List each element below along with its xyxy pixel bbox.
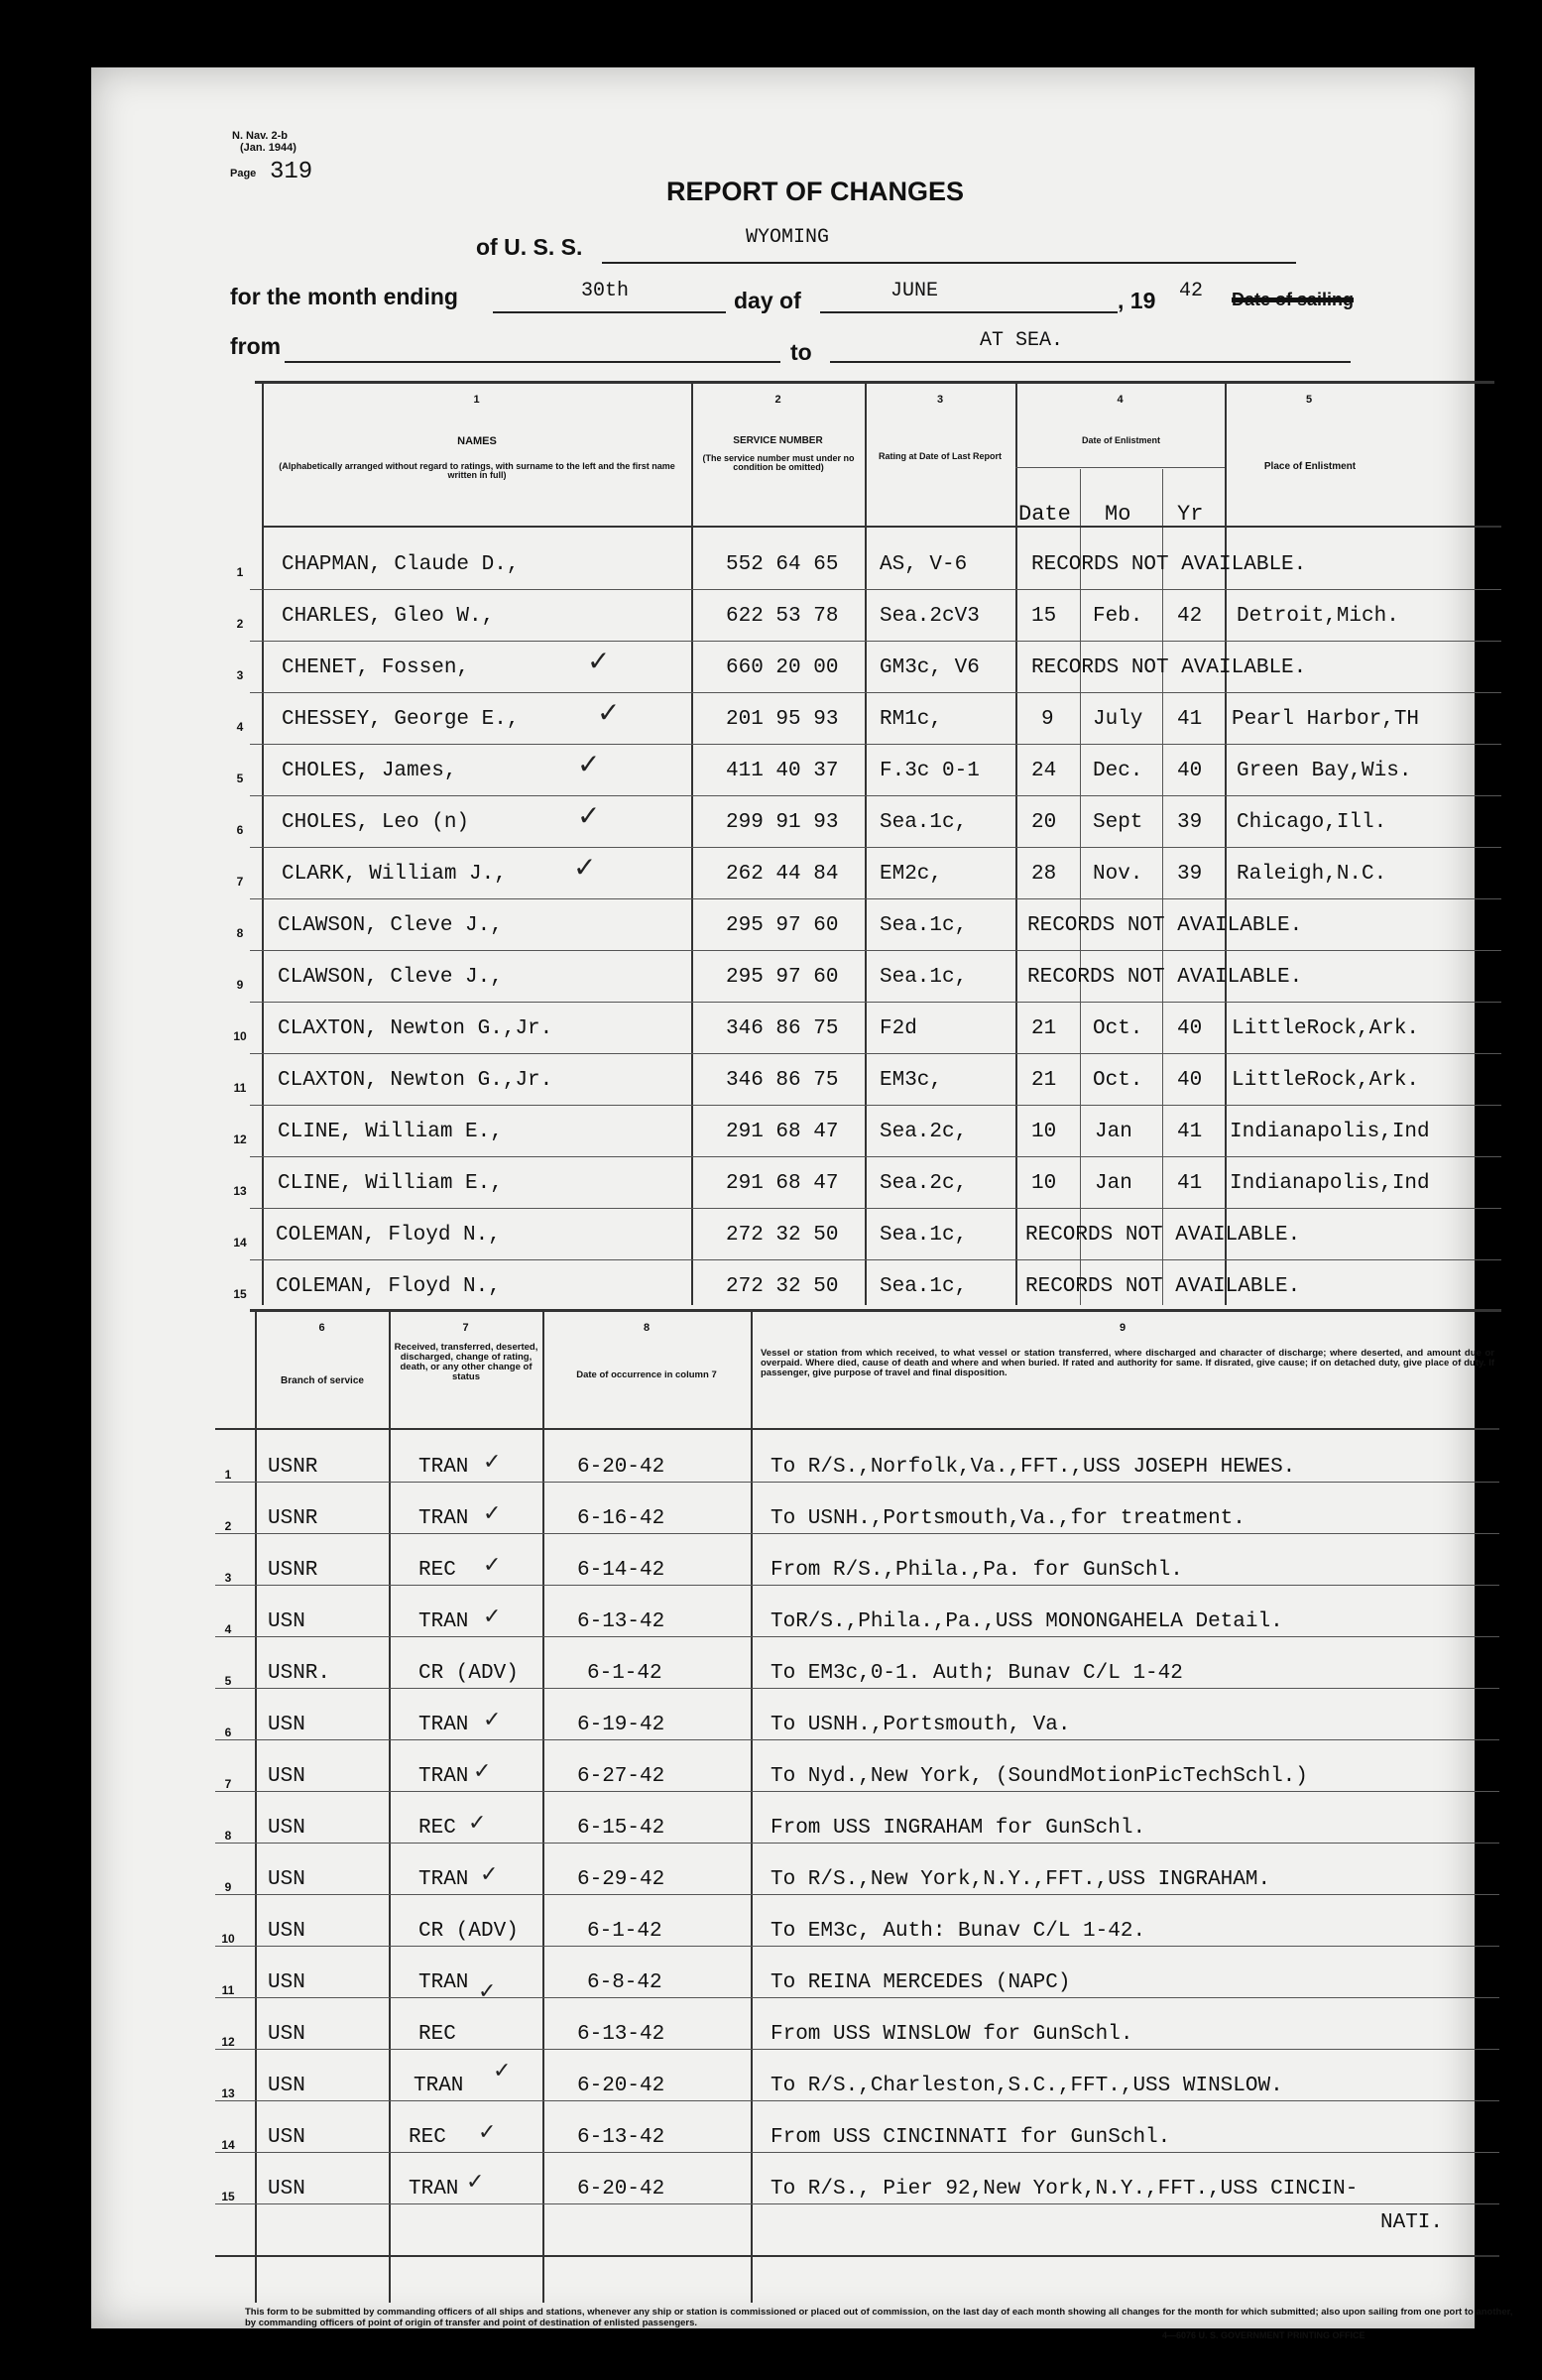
sailor-name: CLAWSON, Cleve J., — [278, 966, 503, 989]
service-number: 272 32 50 — [726, 1275, 839, 1298]
upper-row-number: 5 — [236, 772, 244, 785]
day-underline — [493, 311, 726, 313]
remarks: ToR/S.,Phila.,Pa.,USS MONONGAHELA Detail. — [771, 1610, 1283, 1633]
occurrence-date: 6-29-42 — [577, 1868, 665, 1891]
ship-name: WYOMING — [746, 226, 830, 249]
upper-col-divider — [691, 383, 693, 1305]
service-number: 291 68 47 — [726, 1172, 839, 1195]
remarks: From USS INGRAHAM for GunSchl. — [771, 1817, 1146, 1840]
enlist-place: Chicago,Ill. — [1237, 811, 1387, 834]
handwritten-check-mark: ✓ — [483, 1450, 502, 1475]
branch-of-service: USNR — [268, 1456, 318, 1479]
remarks: To EM3c, Auth: Bunav C/L 1-42. — [771, 1920, 1146, 1943]
lower-table-bottom-rule — [215, 2255, 1499, 2257]
change-of-status: TRAN — [418, 1507, 469, 1530]
remarks: To R/S.,Charleston,S.C.,FFT.,USS WINSLOW. — [771, 2075, 1283, 2097]
enlist-month: July — [1093, 708, 1143, 731]
remarks: From USS CINCINNATI for GunSchl. — [771, 2126, 1171, 2149]
lower-col-num: 9 — [1119, 1322, 1127, 1334]
enlist-date-header: Date — [1018, 502, 1071, 527]
change-of-status: TRAN — [418, 1971, 469, 1994]
service-number-subheader: (The service number must under no condition be omitted) — [702, 453, 855, 473]
service-number-header: SERVICE NUMBER — [733, 435, 823, 446]
sailor-name: CLINE, William E., — [278, 1121, 503, 1143]
remarks: To REINA MERCEDES (NAPC) — [771, 1971, 1071, 1994]
change-of-status: TRAN — [418, 1456, 469, 1479]
service-number: 411 40 37 — [726, 760, 839, 782]
change-of-status: TRAN — [414, 2075, 464, 2097]
service-number: 622 53 78 — [726, 605, 839, 628]
upper-row-rule — [250, 1259, 1501, 1260]
remarks: To R/S.,New York,N.Y.,FFT.,USS INGRAHAM. — [771, 1868, 1271, 1891]
service-number: 346 86 75 — [726, 1017, 839, 1040]
rating-header: Rating at Date of Last Report — [878, 451, 1002, 461]
lower-col-divider — [751, 1311, 753, 2303]
change-of-status: TRAN — [418, 1714, 469, 1736]
occurrence-date: 6-14-42 — [577, 1559, 665, 1582]
upper-row-number: 9 — [236, 978, 244, 992]
service-number: 552 64 65 — [726, 553, 839, 576]
rating: Sea.1c, — [880, 966, 968, 989]
enlist-date: 15 — [1031, 605, 1057, 628]
upper-header-bottom-rule — [262, 526, 1501, 528]
handwritten-check-mark: ✓ — [483, 1708, 502, 1732]
rating: Sea.2c, — [880, 1121, 968, 1143]
lower-col-num: 8 — [643, 1322, 651, 1334]
handwritten-check-mark: ✓ — [473, 1759, 492, 1784]
enlist-date: 21 — [1031, 1017, 1057, 1040]
enlist-date: 9 — [1041, 708, 1054, 731]
enlist-place: Indianapolis,Ind — [1230, 1121, 1430, 1143]
occurrence-date: 6-20-42 — [577, 1456, 665, 1479]
lower-row-rule — [215, 1533, 1499, 1534]
enlist-year: 42 — [1177, 605, 1203, 628]
rating: F.3c 0-1 — [880, 760, 980, 782]
upper-row-rule — [250, 950, 1501, 951]
upper-col-num: 3 — [936, 394, 944, 406]
enlist-month: Oct. — [1093, 1017, 1143, 1040]
upper-row-rule — [250, 1156, 1501, 1157]
occurrence-date: 6-16-42 — [577, 1507, 665, 1530]
remarks: To USNH.,Portsmouth, Va. — [771, 1714, 1071, 1736]
enlist-month: Dec. — [1093, 760, 1143, 782]
names-header: NAMES — [457, 435, 497, 447]
handwritten-check-mark: ✓ — [483, 1553, 502, 1578]
enlist-date: 28 — [1031, 863, 1057, 886]
enlist-year: 40 — [1177, 1069, 1203, 1092]
upper-row-number: 7 — [236, 875, 244, 889]
place-header: Place of Enlistment — [1263, 461, 1357, 472]
remarks: To Nyd.,New York, (SoundMotionPicTechSchl.) — [771, 1765, 1308, 1788]
upper-row-number: 4 — [236, 720, 244, 734]
remarks: From R/S.,Phila.,Pa. for GunSchl. — [771, 1559, 1183, 1582]
sailor-name: CHOLES, James, — [282, 760, 457, 782]
rating: EM3c, — [880, 1069, 943, 1092]
sailor-name: CHESSEY, George E., — [282, 708, 520, 731]
enlist-year: 39 — [1177, 811, 1203, 834]
sailor-name: CHARLES, Gleo W., — [282, 605, 495, 628]
lower-row-number: 1 — [224, 1468, 232, 1482]
service-number: 660 20 00 — [726, 656, 839, 679]
handwritten-check-mark: ✓ — [493, 2059, 512, 2083]
branch-of-service: USN — [268, 1817, 305, 1840]
branch-of-service: USNR — [268, 1507, 318, 1530]
rating: GM3c, V6 — [880, 656, 980, 679]
handwritten-check-mark: ✓ — [577, 748, 601, 780]
lower-row-rule — [215, 1791, 1499, 1792]
change-of-status: TRAN — [418, 1610, 469, 1633]
occurrence-date: 6-13-42 — [577, 2126, 665, 2149]
rating: RM1c, — [880, 708, 943, 731]
upper-row-number: 3 — [236, 668, 244, 682]
enlist-month: Feb. — [1093, 605, 1143, 628]
lower-row-number: 3 — [224, 1571, 232, 1585]
upper-row-number: 2 — [236, 617, 244, 631]
document-page — [91, 67, 1513, 2340]
enlist-month-header: Mo — [1105, 502, 1131, 527]
change-of-status: TRAN — [418, 1868, 469, 1891]
service-number: 346 86 75 — [726, 1069, 839, 1092]
occurrence-date: 6-15-42 — [577, 1817, 665, 1840]
enlist-year: 41 — [1177, 708, 1203, 731]
records-note: RECORDS NOT AVAILABLE. — [1025, 1275, 1301, 1298]
document-title: REPORT OF CHANGES — [665, 177, 965, 206]
lower-row-rule — [215, 1636, 1499, 1637]
occurrence-date-header: Date of occurrence in column 7 — [576, 1369, 717, 1380]
enlist-month: Jan — [1095, 1172, 1132, 1195]
year-prefix: , 19 — [1118, 288, 1156, 313]
form-number: N. Nav. 2-b — [232, 130, 289, 142]
upper-row-rule — [250, 1053, 1501, 1054]
lower-row-rule — [215, 1585, 1499, 1586]
lower-col-divider — [542, 1311, 544, 2303]
page-label: Page — [230, 168, 257, 179]
rating: Sea.1c, — [880, 1224, 968, 1247]
enlist-date: 10 — [1031, 1121, 1057, 1143]
branch-of-service: USN — [268, 2126, 305, 2149]
branch-of-service: USN — [268, 1714, 305, 1736]
enlist-place: Detroit,Mich. — [1237, 605, 1399, 628]
branch-of-service: USN — [268, 2075, 305, 2097]
upper-row-number: 12 — [233, 1132, 247, 1146]
branch-of-service: USN — [268, 1765, 305, 1788]
upper-row-number: 15 — [233, 1287, 247, 1301]
lower-row-rule — [215, 1843, 1499, 1844]
lower-row-number: 5 — [224, 1674, 232, 1688]
upper-table-top-rule — [255, 381, 1494, 384]
rating: Sea.1c, — [880, 811, 968, 834]
lower-row-rule — [215, 1894, 1499, 1895]
occurrence-date: 6-8-42 — [587, 1971, 662, 1994]
remarks: To EM3c,0-1. Auth; Bunav C/L 1-42 — [771, 1662, 1183, 1685]
lower-row-number: 7 — [224, 1777, 232, 1791]
handwritten-check-mark: ✓ — [480, 1862, 499, 1887]
lower-row-number: 8 — [224, 1829, 232, 1843]
change-of-status: REC — [409, 2126, 446, 2149]
service-number: 262 44 84 — [726, 863, 839, 886]
enlist-date: 21 — [1031, 1069, 1057, 1092]
form-date: (Jan. 1944) — [240, 142, 297, 154]
day-value: 30th — [581, 280, 630, 302]
occurrence-date: 6-1-42 — [587, 1662, 662, 1685]
upper-col-num: 1 — [473, 394, 480, 406]
enlist-place: Pearl Harbor,TH — [1232, 708, 1420, 731]
upper-col-num: 2 — [774, 394, 781, 406]
from-underline — [285, 361, 780, 363]
enlist-year: 40 — [1177, 1017, 1203, 1040]
change-of-status: CR (ADV) — [418, 1920, 519, 1943]
enlist-month: Sept — [1093, 811, 1143, 834]
handwritten-check-mark: ✓ — [478, 2120, 497, 2145]
records-note: RECORDS NOT AVAILABLE. — [1027, 966, 1303, 989]
sailor-name: COLEMAN, Floyd N., — [276, 1224, 501, 1247]
enlist-year: 41 — [1177, 1172, 1203, 1195]
upper-row-rule — [250, 1105, 1501, 1106]
enlistment-header: Date of Enlistment — [1081, 435, 1160, 445]
sailor-name: CLAXTON, Newton G.,Jr. — [278, 1069, 553, 1092]
remarks: To R/S.,Norfolk,Va.,FFT.,USS JOSEPH HEWES. — [771, 1456, 1296, 1479]
sailor-name: CHENET, Fossen, — [282, 656, 470, 679]
lower-row-rule — [215, 1739, 1499, 1740]
sailor-name: CLARK, William J., — [282, 863, 507, 886]
upper-row-rule — [250, 795, 1501, 796]
records-note: RECORDS NOT AVAILABLE. — [1025, 1224, 1301, 1247]
branch-of-service: USN — [268, 1868, 305, 1891]
service-number: 201 95 93 — [726, 708, 839, 731]
upper-col-divider — [1015, 383, 1017, 1305]
enlist-place: LittleRock,Ark. — [1232, 1069, 1420, 1092]
to-value: AT SEA. — [980, 329, 1064, 352]
remarks-continuation: NATI. — [1380, 2211, 1444, 2234]
branch-of-service: USN — [268, 1971, 305, 1994]
enlist-date: 24 — [1031, 760, 1057, 782]
branch-header: Branch of service — [281, 1375, 364, 1386]
remarks: To USNH.,Portsmouth,Va.,for treatment. — [771, 1507, 1245, 1530]
upper-row-number: 6 — [236, 823, 244, 837]
rating: EM2c, — [880, 863, 943, 886]
enlist-place: Green Bay,Wis. — [1237, 760, 1412, 782]
branch-of-service: USNR — [268, 1559, 318, 1582]
upper-row-rule — [250, 744, 1501, 745]
upper-row-rule — [250, 641, 1501, 642]
upper-row-rule — [250, 898, 1501, 899]
year-value: 42 — [1179, 280, 1204, 302]
lower-row-rule — [215, 1688, 1499, 1689]
upper-row-number: 8 — [236, 926, 244, 940]
rating: AS, V-6 — [880, 553, 968, 576]
occurrence-date: 6-19-42 — [577, 1714, 665, 1736]
service-number: 291 68 47 — [726, 1121, 839, 1143]
enlist-year: 41 — [1177, 1121, 1203, 1143]
to-label: to — [790, 339, 812, 365]
lower-row-rule — [215, 2100, 1499, 2101]
upper-row-rule — [250, 1002, 1501, 1003]
branch-of-service: USN — [268, 2178, 305, 2201]
lower-row-rule — [215, 2152, 1499, 2153]
occurrence-date: 6-1-42 — [587, 1920, 662, 1943]
service-number: 295 97 60 — [726, 966, 839, 989]
handwritten-check-mark: ✓ — [573, 851, 597, 884]
struck-date-of-sailing: Date of sailing — [1232, 290, 1355, 309]
branch-of-service: USN — [268, 1920, 305, 1943]
enlist-month: Oct. — [1093, 1069, 1143, 1092]
lower-row-number: 12 — [221, 2035, 235, 2049]
enlist-year: 39 — [1177, 863, 1203, 886]
lower-col-divider — [389, 1311, 391, 2303]
month-underline — [820, 311, 1118, 313]
handwritten-check-mark: ✓ — [466, 2170, 485, 2195]
branch-of-service: USN — [268, 2023, 305, 2046]
change-of-status: CR (ADV) — [418, 1662, 519, 1685]
upper-col-num: 4 — [1117, 394, 1124, 406]
upper-row-rule — [250, 1208, 1501, 1209]
lower-row-rule — [215, 1482, 1499, 1483]
lower-col-num: 7 — [462, 1322, 469, 1334]
records-note: RECORDS NOT AVAILABLE. — [1031, 656, 1307, 679]
upper-row-number: 11 — [233, 1081, 247, 1095]
upper-row-number: 13 — [233, 1184, 247, 1198]
rating: Sea.1c, — [880, 1275, 968, 1298]
upper-row-rule — [250, 692, 1501, 693]
service-number: 295 97 60 — [726, 914, 839, 937]
enlist-year: 40 — [1177, 760, 1203, 782]
records-note: RECORDS NOT AVAILABLE. — [1031, 553, 1307, 576]
lower-row-number: 13 — [221, 2086, 235, 2100]
records-note: RECORDS NOT AVAILABLE. — [1027, 914, 1303, 937]
lower-row-number: 10 — [221, 1932, 235, 1946]
upper-col-num: 5 — [1305, 394, 1313, 406]
remarks: From USS WINSLOW for GunSchl. — [771, 2023, 1133, 2046]
handwritten-check-mark: ✓ — [478, 1979, 497, 2004]
occurrence-date: 6-13-42 — [577, 1610, 665, 1633]
handwritten-check-mark: ✓ — [577, 799, 601, 832]
upper-row-rule — [250, 847, 1501, 848]
day-of-label: day of — [734, 288, 801, 313]
enlist-date: 20 — [1031, 811, 1057, 834]
lower-row-rule — [215, 2203, 1499, 2204]
printing-office-note: 4—6076 U. S. GOVERNMENT PRINTING OFFICE — [1162, 2330, 1365, 2340]
enlist-place: LittleRock,Ark. — [1232, 1017, 1420, 1040]
lower-row-rule — [215, 2049, 1499, 2050]
change-of-status-header: Received, transferred, deserted, discharged, change of rating, death, or any other change of status — [394, 1342, 538, 1382]
sailor-name: CLAXTON, Newton G.,Jr. — [278, 1017, 553, 1040]
change-of-status: TRAN — [418, 1765, 469, 1788]
sailor-name: CLAWSON, Cleve J., — [278, 914, 503, 937]
lower-row-number: 14 — [221, 2138, 235, 2152]
month-value: JUNE — [890, 280, 939, 302]
branch-of-service: USNR. — [268, 1662, 331, 1685]
service-number: 299 91 93 — [726, 811, 839, 834]
change-of-status: REC — [418, 2023, 456, 2046]
upper-row-number: 1 — [236, 565, 244, 579]
upper-col-divider — [1225, 383, 1227, 1305]
enlist-place: Raleigh,N.C. — [1237, 863, 1387, 886]
lower-row-number: 6 — [224, 1726, 232, 1739]
upper-row-rule — [250, 589, 1501, 590]
enlist-month: Nov. — [1093, 863, 1143, 886]
handwritten-check-mark: ✓ — [468, 1811, 487, 1836]
enlist-date: 10 — [1031, 1172, 1057, 1195]
lower-table-top-rule — [250, 1309, 1501, 1312]
handwritten-check-mark: ✓ — [597, 696, 621, 729]
lower-row-rule — [215, 1997, 1499, 1998]
names-subheader: (Alphabetically arranged without regard to ratings, with surname to the left and the first name written in full) — [279, 461, 675, 481]
upper-row-number: 14 — [233, 1236, 247, 1250]
lower-row-number: 4 — [224, 1622, 232, 1636]
change-of-status: TRAN — [409, 2178, 459, 2201]
to-underline — [830, 361, 1351, 363]
enlist-month: Jan — [1095, 1121, 1132, 1143]
enlist-year-header: Yr — [1177, 502, 1204, 527]
upper-col-divider — [262, 383, 264, 1305]
sailor-name: COLEMAN, Floyd N., — [276, 1275, 501, 1298]
enlist-place: Indianapolis,Ind — [1230, 1172, 1430, 1195]
footer-instructions: This form to be submitted by commanding officers of all ships and stations, whenever any ship or station is commissioned or placed out of commission, on the last day of each month showing all changes for the month for which submitted; also upon sailing from one port to another, by commanding officers of point of origin of transfer and point of destination of enlisted passengers. — [245, 2307, 1513, 2328]
lower-row-number: 9 — [224, 1880, 232, 1894]
sailor-name: CHAPMAN, Claude D., — [282, 553, 520, 576]
sailor-name: CLINE, William E., — [278, 1172, 503, 1195]
handwritten-check-mark: ✓ — [587, 645, 611, 677]
from-label: from — [230, 333, 282, 359]
month-ending-label: for the month ending — [230, 284, 458, 309]
vessel-station-header: Vessel or station from which received, to what vessel or station transferred, where discharged and character of discharge; where deserted, and amount due or overpaid. Where died, cause of death and where and when buried. If rated and authority for same. If disrated, give cause; if on detached duty, give place of duty. If passenger, give purpose of travel and final disposition. — [761, 1348, 1494, 1378]
occurrence-date: 6-20-42 — [577, 2178, 665, 2201]
handwritten-check-mark: ✓ — [483, 1605, 502, 1629]
rating: Sea.2cV3 — [880, 605, 980, 628]
remarks: To R/S., Pier 92,New York,N.Y.,FFT.,USS CINCIN- — [771, 2178, 1359, 2201]
rating: Sea.1c, — [880, 914, 968, 937]
ship-underline — [602, 262, 1296, 264]
rating: Sea.2c, — [880, 1172, 968, 1195]
handwritten-check-mark: ✓ — [483, 1501, 502, 1526]
branch-of-service: USN — [268, 1610, 305, 1633]
upper-row-number: 10 — [233, 1029, 247, 1043]
enlistment-header-rule — [1015, 467, 1225, 468]
lower-row-number: 11 — [221, 1983, 235, 1997]
ship-label: of U. S. S. — [476, 234, 583, 260]
sailor-name: CHOLES, Leo (n) — [282, 811, 470, 834]
change-of-status: REC — [418, 1817, 456, 1840]
lower-col-num: 6 — [318, 1322, 325, 1334]
page-number: 319 — [270, 159, 313, 185]
service-number: 272 32 50 — [726, 1224, 839, 1247]
lower-col-divider — [255, 1311, 257, 2303]
occurrence-date: 6-27-42 — [577, 1765, 665, 1788]
lower-row-number: 15 — [221, 2190, 235, 2203]
rating: F2d — [880, 1017, 917, 1040]
lower-row-rule — [215, 1946, 1499, 1947]
change-of-status: REC — [418, 1559, 456, 1582]
lower-header-bottom-rule — [215, 1428, 1499, 1430]
upper-col-divider — [865, 383, 867, 1305]
lower-row-number: 2 — [224, 1519, 232, 1533]
upper-subcol-divider — [1162, 469, 1163, 1305]
upper-subcol-divider — [1080, 469, 1081, 1305]
occurrence-date: 6-20-42 — [577, 2075, 665, 2097]
occurrence-date: 6-13-42 — [577, 2023, 665, 2046]
